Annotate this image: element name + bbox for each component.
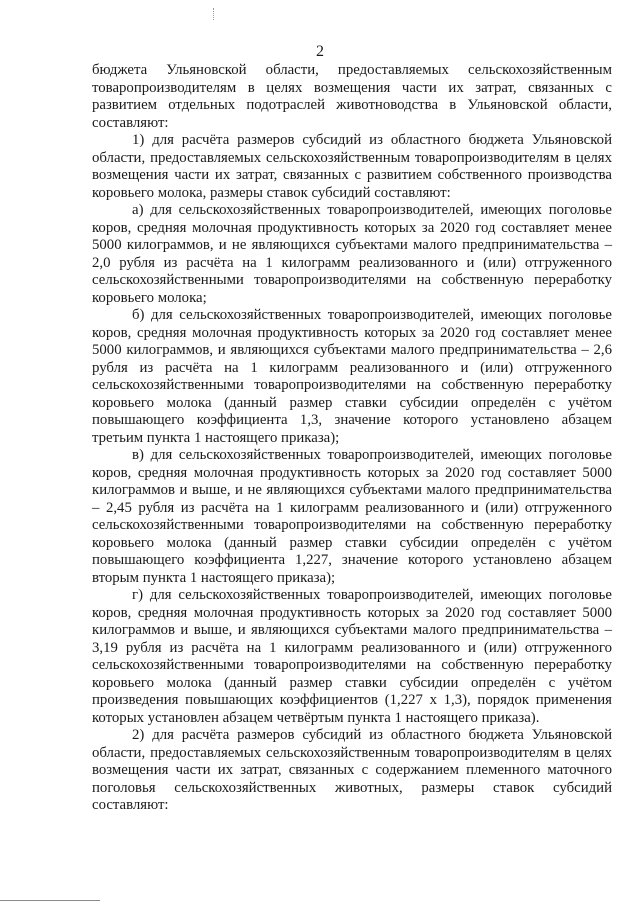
- scan-mark: [213, 8, 215, 20]
- paragraph-continuation: бюджета Ульяновской области, предоставляемых сельскохозяйственным товаропроизводителям в целях возмещения части их затрат, связанных с развитием отдельных подотраслей животноводства в Ульяновской области, составляют:: [92, 62, 612, 131]
- paragraph-item-1a: а) для сельскохозяйственных товаропроизводителей, имеющих поголовье коров, средняя молочная продуктивность которых за 2020 год составляет менее 5000 килограммов, и не являющихся субъектами малого предпринимательства – 2,0 рубля из расчёта на 1 килограмм реализованного и (или) отгруженного сельскохозяйственными товаропроизводителями на собственную переработку коровьего молока;: [92, 202, 612, 306]
- paragraph-item-1g: г) для сельскохозяйственных товаропроизводителей, имеющих поголовье коров, средняя молочная продуктивность которых за 2020 год составляет 5000 килограммов и выше, и являющихся субъектами малого предпринимательства – 3,19 рубля из расчёта на 1 килограмм реализованного и (или) отгруженного сельскохозяйственными товаропроизводителями на собственную переработку коровьего молока (данный размер ставки субсидии определён с учётом произведения повышающих коэффициентов (1,227 х 1,3), порядок применения которых установлен абзацем четвёртым пункта 1 настоящего приказа).: [92, 587, 612, 726]
- page-number: 2: [316, 43, 324, 60]
- footer-divider: [0, 900, 100, 901]
- paragraph-item-1v: в) для сельскохозяйственных товаропроизводителей, имеющих поголовье коров, средняя молочная продуктивность которых за 2020 год составляет 5000 килограммов и выше, и не являющихся субъектами малого предпринимательства – 2,45 рубля из расчёта на 1 килограмм реализованного и (или) отгруженного сельскохозяйственными товаропроизводителями на собственную переработку коровьего молока (данный размер ставки субсидии определён с учётом повышающего коэффициента 1,227, значение которого установлено абзацем вторым пункта 1 настоящего приказа);: [92, 447, 612, 586]
- document-body: [92, 62, 612, 815]
- paragraph-item-1: 1) для расчёта размеров субсидий из областного бюджета Ульяновской области, предоставляемых сельскохозяйственным товаропроизводителям в целях возмещения части их затрат, связанных с развитием собственного производства коровьего молока, размеры ставок субсидий составляют:: [92, 132, 612, 201]
- paragraph-item-1b: б) для сельскохозяйственных товаропроизводителей, имеющих поголовье коров, средняя молочная продуктивность которых за 2020 год составляет менее 5000 килограммов, и являющихся субъектами малого предпринимательства – 2,6 рубля из расчёта на 1 килограмм реализованного и (или) отгруженного сельскохозяйственными товаропроизводителями на собственную переработку коровьего молока (данный размер ставки субсидии определён с учётом повышающего коэффициента 1,3, значение которого установлено абзацем третьим пункта 1 настоящего приказа);: [92, 307, 612, 446]
- paragraph-item-2: 2) для расчёта размеров субсидий из областного бюджета Ульяновской области, предоставляемых сельскохозяйственным товаропроизводителям в целях возмещения части их затрат, связанных с содержанием племенного маточного поголовья сельскохозяйственных животных, размеры ставок субсидий составляют:: [92, 727, 612, 813]
